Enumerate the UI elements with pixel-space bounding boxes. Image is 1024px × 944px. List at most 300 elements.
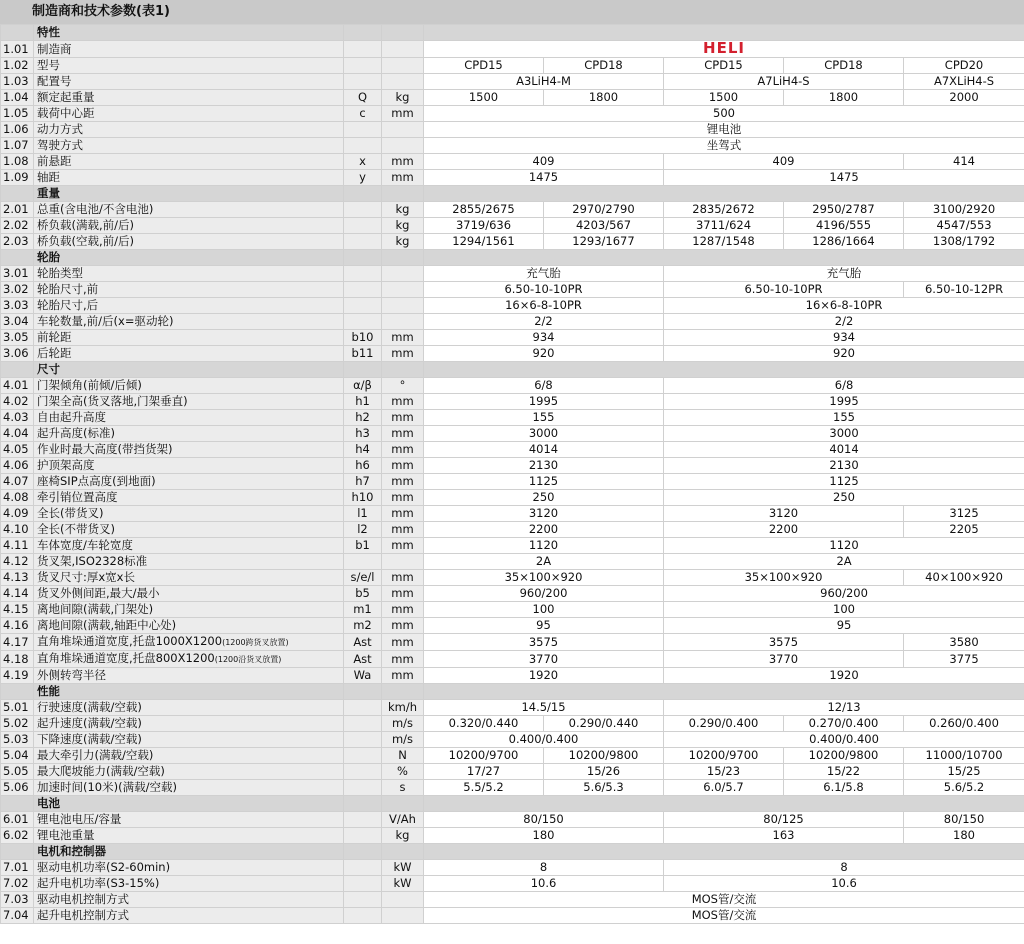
row-number: 4.12 xyxy=(1,554,34,570)
value-cell: 6.1/5.8 xyxy=(784,780,904,796)
row-label-text: 桥负载(空载,前/后) xyxy=(37,234,135,248)
unit-cell xyxy=(382,892,424,908)
unit-cell: % xyxy=(382,764,424,780)
row-number: 4.07 xyxy=(1,474,34,490)
symbol-cell xyxy=(344,25,382,41)
value-cell: 16×6-8-10PR xyxy=(424,298,664,314)
value-cell: 0.290/0.400 xyxy=(664,716,784,732)
section-row xyxy=(1,684,1024,700)
row-label xyxy=(34,266,344,282)
table-row xyxy=(1,602,1024,618)
value-cell: 3580 xyxy=(904,634,1024,651)
symbol-cell xyxy=(344,250,382,266)
row-label xyxy=(34,474,344,490)
row-number: 4.10 xyxy=(1,522,34,538)
unit-cell: mm xyxy=(382,586,424,602)
unit-cell: V/Ah xyxy=(382,812,424,828)
table-row xyxy=(1,378,1024,394)
row-number: 7.03 xyxy=(1,892,34,908)
unit-cell xyxy=(382,298,424,314)
row-label-text: 货叉尺寸:厚x宽x长 xyxy=(37,570,135,584)
row-label-text: 驱动电机控制方式 xyxy=(37,892,129,906)
value-cell: 1800 xyxy=(784,90,904,106)
value-cell: 2A xyxy=(664,554,1024,570)
unit-cell xyxy=(382,122,424,138)
value-cell: 1475 xyxy=(664,170,1024,186)
value-cell: 100 xyxy=(424,602,664,618)
value-cell: 180 xyxy=(904,828,1024,844)
unit-cell xyxy=(382,796,424,812)
table-row xyxy=(1,74,1024,90)
table-row xyxy=(1,668,1024,684)
table-row xyxy=(1,314,1024,330)
row-label xyxy=(34,828,344,844)
table-row xyxy=(1,154,1024,170)
row-label-text: 后轮距 xyxy=(37,346,72,360)
unit-cell xyxy=(382,844,424,860)
row-number: 7.02 xyxy=(1,876,34,892)
table-row xyxy=(1,651,1024,668)
row-number: 3.01 xyxy=(1,266,34,282)
value-cell: 2200 xyxy=(664,522,904,538)
table-row xyxy=(1,522,1024,538)
symbol-cell xyxy=(344,716,382,732)
value-cell: 2A xyxy=(424,554,664,570)
value-cell: 2205 xyxy=(904,522,1024,538)
value-cell: 3719/636 xyxy=(424,218,544,234)
value-cell: 3575 xyxy=(664,634,904,651)
row-number: 3.03 xyxy=(1,298,34,314)
row-label-text: 驾驶方式 xyxy=(37,138,83,152)
value-cell: 4014 xyxy=(424,442,664,458)
value-cell: 2835/2672 xyxy=(664,202,784,218)
value-cell: 1500 xyxy=(424,90,544,106)
symbol-cell: Ast xyxy=(344,651,382,668)
row-number xyxy=(1,684,34,700)
symbol-cell: s/e/l xyxy=(344,570,382,586)
table-row xyxy=(1,202,1024,218)
row-label-text: 全长(不带货叉) xyxy=(37,522,115,536)
row-label-text: 护顶架高度 xyxy=(37,458,95,472)
row-label-text: 起升电机控制方式 xyxy=(37,908,129,922)
row-label-text: 轮胎尺寸,前 xyxy=(37,282,99,296)
value-cell: 0.260/0.400 xyxy=(904,716,1024,732)
symbol-cell xyxy=(344,314,382,330)
unit-cell: ° xyxy=(382,378,424,394)
unit-cell: mm xyxy=(382,170,424,186)
value-cell: 8 xyxy=(664,860,1024,876)
symbol-cell xyxy=(344,362,382,378)
symbol-cell xyxy=(344,138,382,154)
unit-cell xyxy=(382,362,424,378)
symbol-cell: m1 xyxy=(344,602,382,618)
value-cell: 15/23 xyxy=(664,764,784,780)
row-label xyxy=(34,634,344,651)
value-cell: 16×6-8-10PR xyxy=(664,298,1024,314)
row-number: 1.04 xyxy=(1,90,34,106)
unit-cell xyxy=(382,58,424,74)
table-row xyxy=(1,748,1024,764)
value-cell: 5.6/5.2 xyxy=(904,780,1024,796)
section-label: 性能 xyxy=(34,684,344,700)
value-cell: 坐驾式 xyxy=(424,138,1024,154)
symbol-cell: b1 xyxy=(344,538,382,554)
value-cell: 4196/555 xyxy=(784,218,904,234)
unit-cell: mm xyxy=(382,522,424,538)
value-cell: 3775 xyxy=(904,651,1024,668)
symbol-cell xyxy=(344,844,382,860)
value-cell: 1995 xyxy=(424,394,664,410)
row-label xyxy=(34,314,344,330)
row-label xyxy=(34,668,344,684)
unit-cell: mm xyxy=(382,346,424,362)
symbol-cell: h2 xyxy=(344,410,382,426)
row-label xyxy=(34,506,344,522)
symbol-cell xyxy=(344,58,382,74)
unit-cell: km/h xyxy=(382,700,424,716)
symbol-cell xyxy=(344,266,382,282)
row-label-text: 起升电机功率(S3-15%) xyxy=(37,876,160,890)
unit-cell: mm xyxy=(382,538,424,554)
row-label xyxy=(34,602,344,618)
value-cell: 3770 xyxy=(424,651,664,668)
table-row xyxy=(1,106,1024,122)
row-label-text: 前轮距 xyxy=(37,330,72,344)
section-label: 电池 xyxy=(34,796,344,812)
row-label xyxy=(34,282,344,298)
row-number: 4.09 xyxy=(1,506,34,522)
value-cell: 锂电池 xyxy=(424,122,1024,138)
value-cell: 3120 xyxy=(424,506,664,522)
value-cell: 2855/2675 xyxy=(424,202,544,218)
row-label xyxy=(34,522,344,538)
unit-cell: mm xyxy=(382,490,424,506)
row-label-text: 离地间隙(满载,轴距中心处) xyxy=(37,618,177,632)
row-label-text: 锂电池重量 xyxy=(37,828,95,842)
symbol-cell xyxy=(344,780,382,796)
symbol-cell xyxy=(344,186,382,202)
value-cell: 1125 xyxy=(664,474,1024,490)
value-cell: 920 xyxy=(424,346,664,362)
value-cell: 6.50-10-10PR xyxy=(424,282,664,298)
row-label xyxy=(34,490,344,506)
value-cell: 2950/2787 xyxy=(784,202,904,218)
section-label: 重量 xyxy=(34,186,344,202)
row-label-text: 货叉外侧间距,最大/最小 xyxy=(37,586,160,600)
symbol-cell xyxy=(344,860,382,876)
unit-cell: mm xyxy=(382,618,424,634)
symbol-cell xyxy=(344,202,382,218)
table-row xyxy=(1,138,1024,154)
row-label-text: 最大爬坡能力(满载/空载) xyxy=(37,764,165,778)
symbol-cell: c xyxy=(344,106,382,122)
row-label-text: 起升高度(标准) xyxy=(37,426,115,440)
symbol-cell: m2 xyxy=(344,618,382,634)
table-row xyxy=(1,538,1024,554)
value-cell: 6.0/5.7 xyxy=(664,780,784,796)
unit-cell: mm xyxy=(382,474,424,490)
unit-cell: s xyxy=(382,780,424,796)
table-row xyxy=(1,634,1024,651)
unit-cell: kW xyxy=(382,860,424,876)
table-row xyxy=(1,58,1024,74)
row-number: 1.01 xyxy=(1,41,34,58)
unit-cell xyxy=(382,684,424,700)
row-label xyxy=(34,538,344,554)
value-cell: 2200 xyxy=(424,522,664,538)
unit-cell: mm xyxy=(382,154,424,170)
section-filler xyxy=(424,25,1024,41)
symbol-cell xyxy=(344,748,382,764)
row-label xyxy=(34,618,344,634)
symbol-cell xyxy=(344,764,382,780)
symbol-cell xyxy=(344,74,382,90)
row-label-text: 加速时间(10米)(满载/空载) xyxy=(37,780,177,794)
symbol-cell xyxy=(344,298,382,314)
value-cell: CPD18 xyxy=(544,58,664,74)
symbol-cell: h7 xyxy=(344,474,382,490)
value-cell: 1293/1677 xyxy=(544,234,664,250)
value-cell: 15/22 xyxy=(784,764,904,780)
section-row xyxy=(1,362,1024,378)
unit-cell: kg xyxy=(382,90,424,106)
row-number: 1.09 xyxy=(1,170,34,186)
section-filler xyxy=(424,186,1024,202)
value-cell: 0.270/0.400 xyxy=(784,716,904,732)
value-cell: 6/8 xyxy=(664,378,1024,394)
unit-cell xyxy=(382,74,424,90)
value-cell: 10200/9700 xyxy=(424,748,544,764)
table-row xyxy=(1,764,1024,780)
value-cell: 3000 xyxy=(424,426,664,442)
symbol-cell xyxy=(344,828,382,844)
unit-cell: m/s xyxy=(382,716,424,732)
row-number: 7.04 xyxy=(1,908,34,924)
symbol-cell xyxy=(344,282,382,298)
value-cell: 960/200 xyxy=(664,586,1024,602)
row-label-text: 轴距 xyxy=(37,170,60,184)
symbol-cell: b10 xyxy=(344,330,382,346)
section-row xyxy=(1,25,1024,41)
row-label-text: 下降速度(满载/空载) xyxy=(37,732,142,746)
value-cell: 11000/10700 xyxy=(904,748,1024,764)
table-row xyxy=(1,700,1024,716)
symbol-cell: α/β xyxy=(344,378,382,394)
unit-cell: mm xyxy=(382,410,424,426)
row-label-text: 货叉架,ISO2328标准 xyxy=(37,554,148,568)
table-row xyxy=(1,618,1024,634)
row-label-text: 轮胎类型 xyxy=(37,266,83,280)
symbol-cell xyxy=(344,700,382,716)
table-row xyxy=(1,554,1024,570)
row-label xyxy=(34,812,344,828)
section-filler xyxy=(424,844,1024,860)
symbol-cell xyxy=(344,908,382,924)
value-cell: 1995 xyxy=(664,394,1024,410)
value-cell: 1120 xyxy=(424,538,664,554)
value-cell: 2970/2790 xyxy=(544,202,664,218)
section-row xyxy=(1,796,1024,812)
row-label xyxy=(34,346,344,362)
value-cell: 3000 xyxy=(664,426,1024,442)
unit-cell xyxy=(382,314,424,330)
table-row xyxy=(1,410,1024,426)
value-cell: 1920 xyxy=(424,668,664,684)
row-label xyxy=(34,298,344,314)
row-label-text: 直角堆垛通道宽度,托盘1000X1200 xyxy=(37,634,223,648)
value-cell: 3100/2920 xyxy=(904,202,1024,218)
row-label-note: (1200跨货叉放置) xyxy=(222,638,289,647)
unit-cell xyxy=(382,266,424,282)
row-label xyxy=(34,202,344,218)
row-label xyxy=(34,700,344,716)
value-cell: 10200/9700 xyxy=(664,748,784,764)
value-cell: 934 xyxy=(424,330,664,346)
table-row xyxy=(1,282,1024,298)
value-cell: 250 xyxy=(424,490,664,506)
row-number: 4.16 xyxy=(1,618,34,634)
value-cell: 5.6/5.3 xyxy=(544,780,664,796)
value-cell: 10.6 xyxy=(664,876,1024,892)
value-cell: 155 xyxy=(664,410,1024,426)
unit-cell: mm xyxy=(382,570,424,586)
row-label-text: 桥负载(满载,前/后) xyxy=(37,218,135,232)
row-label xyxy=(34,780,344,796)
row-label-text: 直角堆垛通道宽度,托盘800X1200 xyxy=(37,651,215,665)
row-label-text: 最大牵引力(满载/空载) xyxy=(37,748,154,762)
value-cell: 0.290/0.440 xyxy=(544,716,664,732)
symbol-cell: h3 xyxy=(344,426,382,442)
symbol-cell: l1 xyxy=(344,506,382,522)
row-number: 1.07 xyxy=(1,138,34,154)
symbol-cell: h6 xyxy=(344,458,382,474)
row-label-text: 门架倾角(前倾/后倾) xyxy=(37,378,142,392)
value-cell: 10200/9800 xyxy=(544,748,664,764)
table-row xyxy=(1,122,1024,138)
table-row xyxy=(1,346,1024,362)
row-label-text: 行驶速度(满载/空载) xyxy=(37,700,142,714)
row-label-text: 车轮数量,前/后(x=驱动轮) xyxy=(37,314,174,328)
unit-cell: kg xyxy=(382,218,424,234)
value-cell: 6.50-10-10PR xyxy=(664,282,904,298)
value-cell: 4547/553 xyxy=(904,218,1024,234)
row-label xyxy=(34,876,344,892)
unit-cell: m/s xyxy=(382,732,424,748)
row-label xyxy=(34,394,344,410)
row-number: 6.02 xyxy=(1,828,34,844)
value-cell: 180 xyxy=(424,828,664,844)
row-number: 7.01 xyxy=(1,860,34,876)
value-cell: 1294/1561 xyxy=(424,234,544,250)
row-label-text: 全长(带货叉) xyxy=(37,506,104,520)
symbol-cell: b11 xyxy=(344,346,382,362)
row-label xyxy=(34,58,344,74)
row-number xyxy=(1,844,34,860)
row-number: 4.17 xyxy=(1,634,34,651)
row-label-text: 起升速度(满载/空载) xyxy=(37,716,142,730)
row-label xyxy=(34,154,344,170)
value-cell: 10.6 xyxy=(424,876,664,892)
row-number: 4.11 xyxy=(1,538,34,554)
symbol-cell: Q xyxy=(344,90,382,106)
row-number: 4.18 xyxy=(1,651,34,668)
row-label-note: (1200沿货叉放置) xyxy=(214,655,282,664)
value-cell: 3711/624 xyxy=(664,218,784,234)
value-cell: 6/8 xyxy=(424,378,664,394)
table-row xyxy=(1,298,1024,314)
row-label-text: 作业时最大高度(带挡货架) xyxy=(37,442,173,456)
value-cell: 1500 xyxy=(664,90,784,106)
value-cell: 2/2 xyxy=(424,314,664,330)
row-label-text: 驱动电机功率(S2-60min) xyxy=(37,860,171,874)
unit-cell: kW xyxy=(382,876,424,892)
logo-cell xyxy=(424,41,1024,58)
value-cell: 1920 xyxy=(664,668,1024,684)
row-label xyxy=(34,122,344,138)
row-number: 1.03 xyxy=(1,74,34,90)
symbol-cell: Ast xyxy=(344,634,382,651)
row-label-text: 前悬距 xyxy=(37,154,72,168)
symbol-cell xyxy=(344,876,382,892)
unit-cell xyxy=(382,25,424,41)
value-cell: CPD15 xyxy=(424,58,544,74)
row-label xyxy=(34,732,344,748)
section-filler xyxy=(424,796,1024,812)
value-cell: 960/200 xyxy=(424,586,664,602)
symbol-cell: y xyxy=(344,170,382,186)
value-cell: 0.400/0.400 xyxy=(664,732,1024,748)
table-row xyxy=(1,394,1024,410)
table-row xyxy=(1,860,1024,876)
row-label-text: 载荷中心距 xyxy=(37,106,95,120)
value-cell: 充气胎 xyxy=(664,266,1024,282)
value-cell: CPD18 xyxy=(784,58,904,74)
symbol-cell: b5 xyxy=(344,586,382,602)
symbol-cell xyxy=(344,796,382,812)
row-number: 4.14 xyxy=(1,586,34,602)
unit-cell xyxy=(382,282,424,298)
row-number: 1.02 xyxy=(1,58,34,74)
value-cell: 40×100×920 xyxy=(904,570,1024,586)
unit-cell: N xyxy=(382,748,424,764)
symbol-cell: h4 xyxy=(344,442,382,458)
value-cell: 15/25 xyxy=(904,764,1024,780)
row-label xyxy=(34,74,344,90)
value-cell: 12/13 xyxy=(664,700,1024,716)
row-number: 4.01 xyxy=(1,378,34,394)
row-number: 3.02 xyxy=(1,282,34,298)
row-number: 4.08 xyxy=(1,490,34,506)
value-cell: 934 xyxy=(664,330,1024,346)
symbol-cell xyxy=(344,554,382,570)
value-cell: 2130 xyxy=(664,458,1024,474)
row-label xyxy=(34,442,344,458)
row-label-text: 自由起升高度 xyxy=(37,410,106,424)
value-cell: 500 xyxy=(424,106,1024,122)
value-cell: 250 xyxy=(664,490,1024,506)
value-cell: 3575 xyxy=(424,634,664,651)
row-label xyxy=(34,908,344,924)
value-cell: A7LiH4-S xyxy=(664,74,904,90)
value-cell: 1475 xyxy=(424,170,664,186)
unit-cell: mm xyxy=(382,458,424,474)
row-label xyxy=(34,651,344,668)
row-number xyxy=(1,186,34,202)
spec-table xyxy=(0,24,1024,924)
value-cell: 409 xyxy=(664,154,904,170)
table-row xyxy=(1,170,1024,186)
row-label-text: 制造商 xyxy=(37,41,72,56)
